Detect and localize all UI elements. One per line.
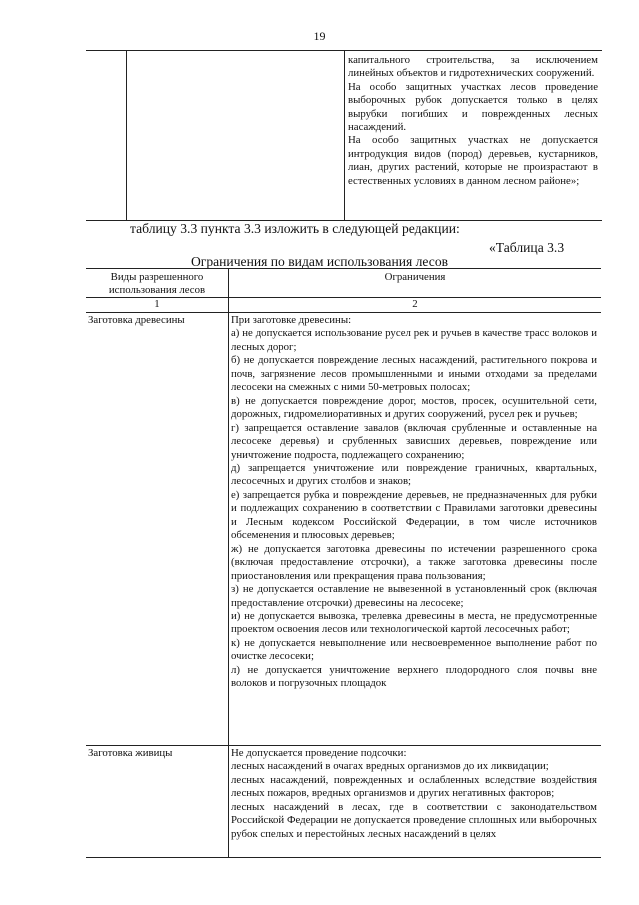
- table-column-divider: [126, 51, 127, 220]
- restrictions-table: [86, 268, 601, 858]
- table-label: «Таблица 3.3: [489, 240, 565, 255]
- header-restrictions: Ограничения: [384, 271, 446, 283]
- row-restrictions: [231, 747, 597, 841]
- page-number: 19: [313, 29, 326, 43]
- restriction-item: При заготовке древесины:: [231, 314, 352, 326]
- continuation-paragraph: На особо защитных участках не допускается интродукция видов (пород) деревьев, кустарников, лиан, других растений, которые не произрастают в естественных условиях в данном лесном районе»;: [348, 134, 598, 187]
- column-number: 1: [154, 298, 160, 310]
- restriction-item: д) запрещается уничтожение или повреждение граничных, квартальных, лесосечных и других столбов и знаков;: [231, 461, 597, 488]
- row-use-type: Заготовка древесины: [88, 314, 185, 326]
- restriction-item: л) не допускается уничтожение верхнего плодородного слоя почвы вне волоков и погрузочных площадок: [231, 663, 597, 690]
- restriction-item: Не допускается проведение подсочки:: [231, 747, 407, 759]
- restriction-item: лесных насаждений в очагах вредных организмов до их ликвидации;: [231, 760, 549, 773]
- continuation-cell: [348, 54, 598, 188]
- restriction-item: б) не допускается повреждение лесных насаждений, растительного покрова и почв, загрязнение лесов промышленными и иными отходами за пределами лесосеки на смежных с ними 50-метровых полосах;: [231, 354, 597, 394]
- restriction-item: ж) не допускается заготовка древесины по истечении разрешенного срока (включая предоставление отсрочки), а также заготовка древесины после приостановления или прекращения права пользования;: [231, 542, 597, 582]
- restriction-item: в) не допускается повреждение дорог, мостов, просек, осушительной сети, дорожных, гидромелиоративных и других сооружений, русел рек и ручьев;: [231, 394, 597, 421]
- restriction-item: и) не допускается вывозка, трелевка древесины в места, не предусмотренные проектом освоения лесов или технологической картой лесосечных работ;: [231, 609, 597, 636]
- restriction-item: лесных насаждений в лесах, где в соответствии с законодательством Российской Федерации не допускается проведение сплошных или выборочных рубок спелых и перестойных лесных насаждений в целях: [231, 800, 597, 840]
- restriction-item: г) запрещается оставление завалов (включая срубленные и оставленные на лесосеке деревья) и срубленных зависших деревьев, повреждение или уничтожение подроста, подлежащего сохранению;: [231, 421, 597, 461]
- row-restrictions: [231, 314, 597, 691]
- restriction-item: з) не допускается оставление не вывезенной в установленный срок (включая предоставление отсрочки) древесины на лесосеке;: [231, 583, 597, 609]
- continuation-paragraph: капитального строительства, за исключением линейных объектов и гидротехнических сооружений.: [348, 54, 598, 80]
- header-use-types: Виды разрешенного использования лесов: [108, 271, 206, 296]
- table-title: Ограничения по видам использования лесов: [190, 254, 449, 269]
- restriction-item: а) не допускается использование русел рек и ручьев в качестве трасс волоков и лесных дорог;: [231, 327, 597, 353]
- restriction-item: лесных насаждений, поврежденных и ослабленных вследствие воздействия лесных пожаров, вредных организмов и других негативных факторов;: [231, 773, 597, 800]
- restriction-item: е) запрещается рубка и повреждение деревьев, не предназначенных для рубки и подлежащих сохранению в соответствии с Правилами заготовки древесины и Лесным кодексом Российской Федерации, в том числе источников обсеменения и плюсовых деревьев;: [231, 488, 597, 542]
- table-number-row-divider: [86, 312, 601, 313]
- row-use-type: Заготовка живицы: [88, 747, 173, 759]
- continuation-table: [86, 50, 602, 221]
- edit-instruction: таблицу 3.3 пункта 3.3 изложить в следующей редакции:: [130, 221, 460, 236]
- table-column-divider: [228, 269, 229, 857]
- restriction-item: к) не допускается невыполнение или несвоевременное выполнение работ по очистке лесосеки;: [231, 636, 597, 663]
- table-column-divider: [344, 51, 345, 220]
- continuation-paragraph: На особо защитных участках лесов проведение выборочных рубок допускается только в целях вырубки погибших и поврежденных лесных насаждений.: [348, 80, 598, 134]
- column-number: 2: [412, 298, 418, 310]
- table-row-divider: [86, 745, 601, 746]
